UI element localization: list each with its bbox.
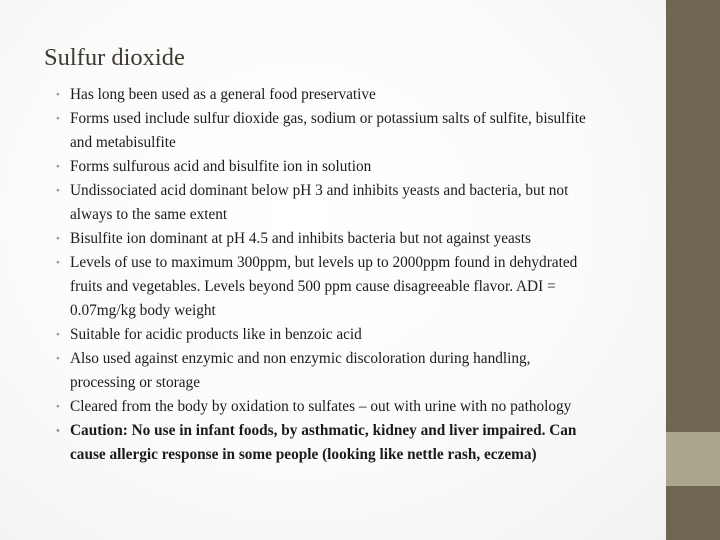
bullet-item [56,83,666,107]
bullet-line: Cleared from the body by oxidation to sulfates – out with urine with no pathology [70,398,572,415]
bullet-line: 0.07mg/kg body weight [70,302,216,319]
bullet-item [56,155,666,179]
bullet-icon: • [56,329,60,341]
bullet-line: always to the same extent [70,206,228,223]
side-accent-block [666,432,720,486]
bullet-item [56,323,666,347]
bullet-icon: • [56,401,60,413]
bullet-line: Forms used include sulfur dioxide gas, sodium or potassium salts of sulfite, bisulfite [70,110,586,127]
bullet-item [56,107,666,155]
bullet-line: cause allergic response in some people (looking like nettle rash, eczema) [70,446,537,463]
bullet-icon: • [56,257,60,269]
bullet-item-caution [56,419,666,467]
bullet-item [56,251,666,323]
bullet-icon: • [56,185,60,197]
bullet-icon: • [56,161,60,173]
bullet-icon: • [56,89,60,101]
bullet-item [56,395,666,419]
bullet-line: processing or storage [70,374,200,391]
bullet-line: Suitable for acidic products like in benzoic acid [70,326,362,343]
bullet-item [56,179,666,227]
bullet-line: Caution: No use in infant foods, by asthmatic, kidney and liver impaired. Can [70,422,577,439]
bullet-item [56,347,666,395]
bullet-icon: • [56,233,60,245]
bullet-line: fruits and vegetables. Levels beyond 500 ppm cause disagreeable flavor. ADI = [70,278,556,295]
bullet-icon: • [56,425,60,437]
bullet-line: Also used against enzymic and non enzymic discoloration during handling, [70,350,531,367]
bullet-list [56,83,666,467]
bullet-icon: • [56,113,60,125]
bullet-line: Levels of use to maximum 300ppm, but levels up to 2000ppm found in dehydrated [70,254,578,271]
bullet-line: Bisulfite ion dominant at pH 4.5 and inhibits bacteria but not against yeasts [70,230,531,247]
slide-title: Sulfur dioxide [44,44,185,71]
bullet-item [56,227,666,251]
bullet-line: Undissociated acid dominant below pH 3 and inhibits yeasts and bacteria, but not [70,182,569,199]
bullet-line: and metabisulfite [70,134,176,151]
bullet-icon: • [56,353,60,365]
bullet-line: Has long been used as a general food preservative [70,86,376,103]
bullet-line: Forms sulfurous acid and bisulfite ion in solution [70,158,372,175]
